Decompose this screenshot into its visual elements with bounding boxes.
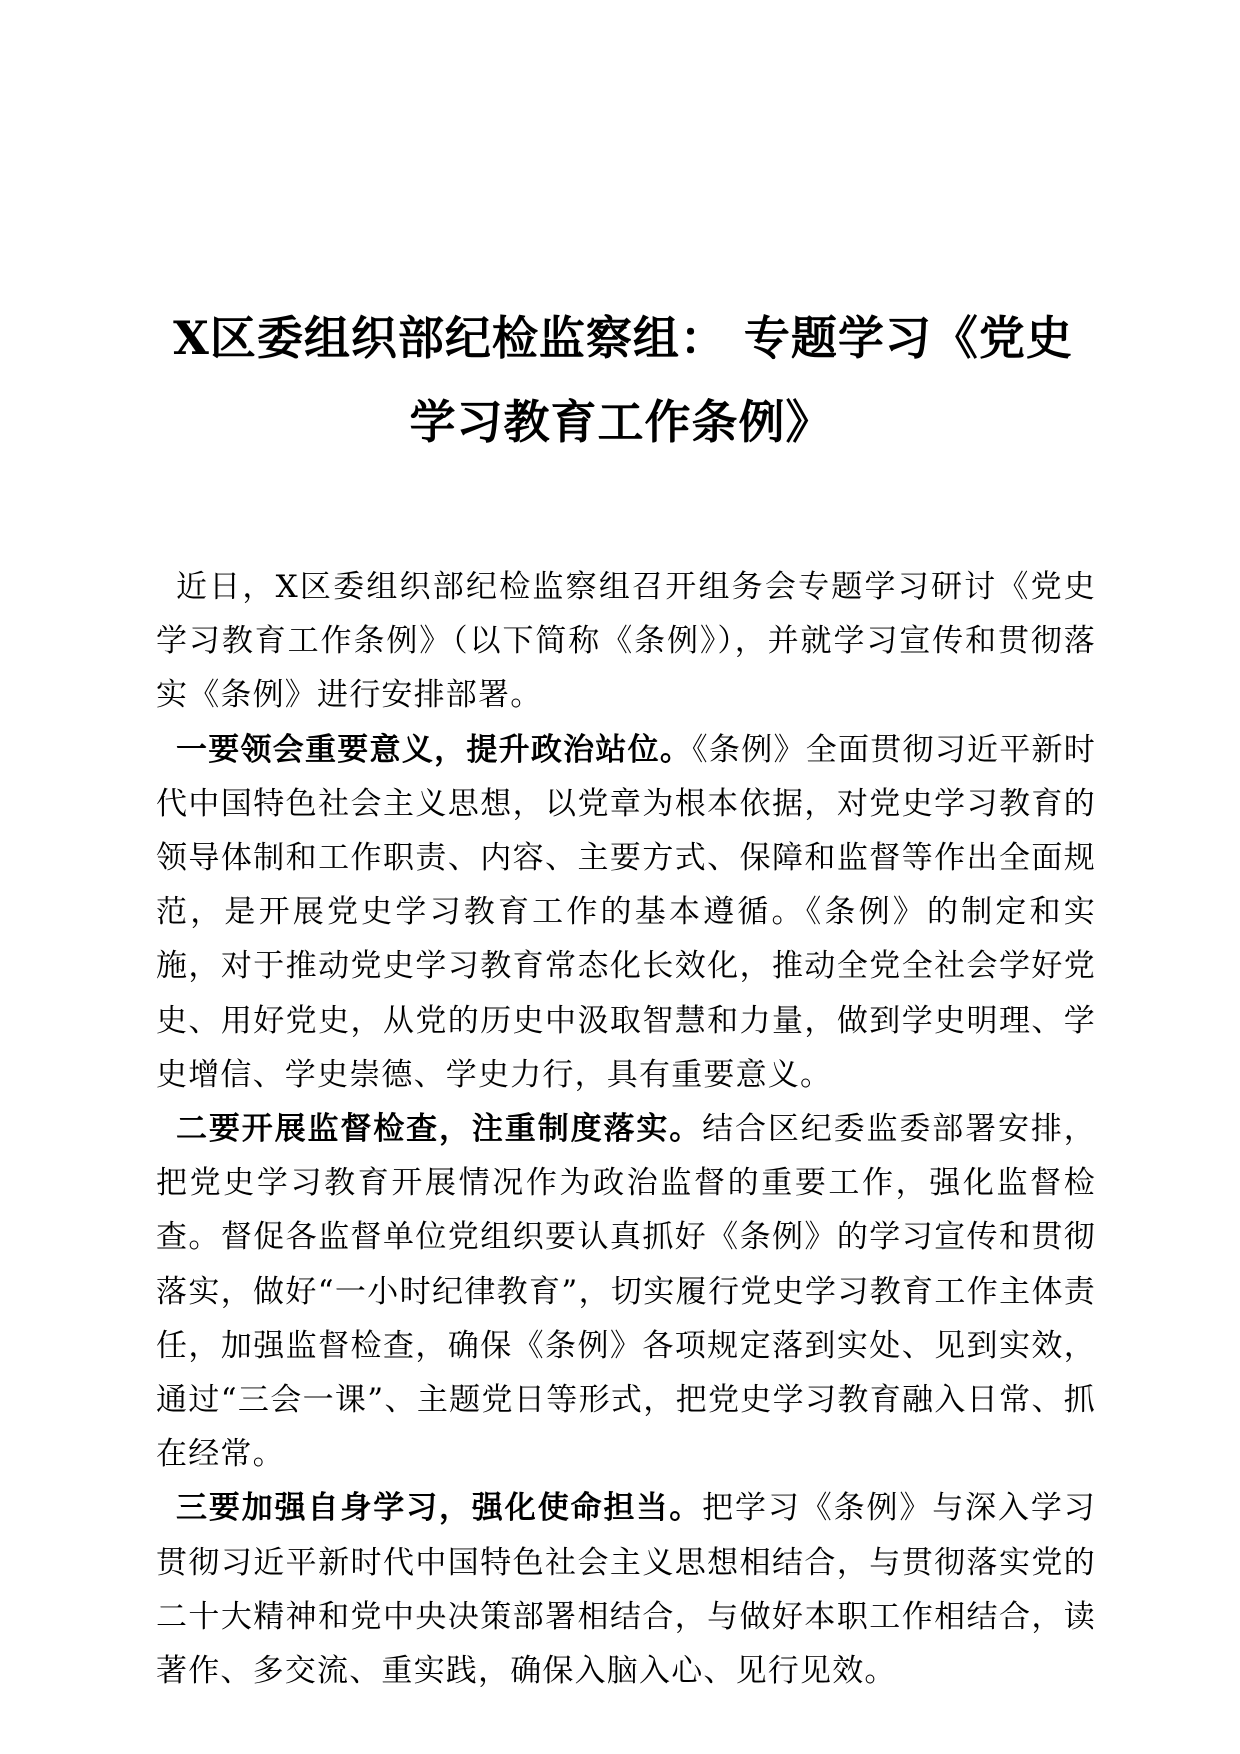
paragraph-text: 结合区纪委监委部署安排，把党史学习教育开展情况作为政治监督的重要工作，强化监督检查。督促各监督单位党组织要认真抓好《条例》的学习宣传和贯彻落实，做好“一小时纪律教育”，切实履行党史学习教育工作主体责任，加强监督检查，确保《条例》各项规定落到实处、见到实效，通过“三会一课”、主题党日等形式，把党史学习教育融入日常、抓在经常。 <box>156 1111 1097 1473</box>
paragraph-point-3 <box>156 1481 1096 1698</box>
paragraph-lead: 一要领会重要意义，提升政治站位。 <box>176 731 693 768</box>
paragraph-text: 把学习《条例》与深入学习贯彻习近平新时代中国特色社会主义思想相结合，与贯彻落实党的二十大精神和党中央决策部署相结合，与做好本职工作相结合，读著作、多交流、重实践，确保入脑入心、见行见效。 <box>156 1490 1097 1690</box>
paragraph-point-1 <box>156 723 1096 1102</box>
paragraph-lead: 二要开展监督检查，注重制度落实。 <box>176 1111 703 1148</box>
document-body <box>156 560 1096 1698</box>
paragraph-text: 近日，X区委组织部纪检监察组召开组务会专题学习研讨《党史学习教育工作条例》（以下简称《条例》），并就学习宣传和贯彻落实《条例》进行安排部署。 <box>156 569 1096 714</box>
paragraph-point-2 <box>156 1102 1096 1481</box>
title-line-2: 学习教育工作条例》 <box>409 395 833 449</box>
document-title <box>0 296 1240 464</box>
title-line-1: X区委组织部纪检监察组： 专题学习《党史 <box>173 311 1073 365</box>
paragraph-text: 《条例》全面贯彻习近平新时代中国特色社会主义思想，以党章为根本依据，对党史学习教育的领导体制和工作职责、内容、主要方式、保障和监督等作出全面规范，是开展党史学习教育工作的基本遵循。《条例》的制定和实施，对于推动党史学习教育常态化长效化，推动全党全社会学好党史、用好党史，从党的历史中汲取智慧和力量，做到学史明理、学史增信、学史崇德、学史力行，具有重要意义。 <box>156 731 1096 1093</box>
paragraph-lead: 三要加强自身学习，强化使命担当。 <box>176 1490 703 1527</box>
paragraph-intro <box>156 560 1096 723</box>
